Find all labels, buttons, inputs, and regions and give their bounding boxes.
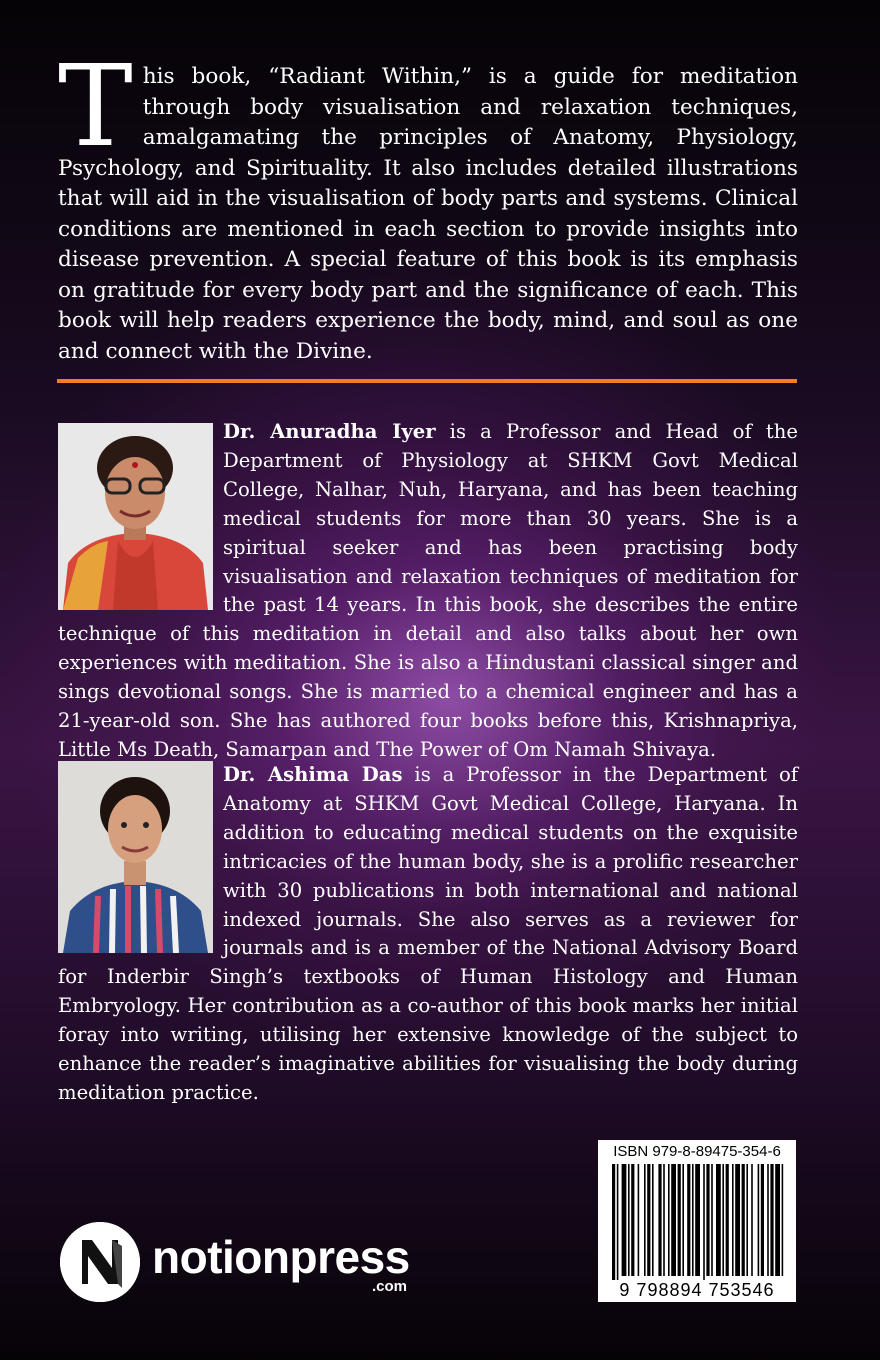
barcode-bar	[692, 1164, 694, 1276]
author-name-1: Dr. Anuradha Iyer	[223, 420, 436, 443]
barcode-bar	[612, 1164, 615, 1280]
barcode-bar	[761, 1164, 764, 1276]
publisher-name: notionpress	[152, 1231, 410, 1283]
barcode	[598, 1140, 796, 1302]
barcode-bar	[775, 1164, 780, 1276]
barcode-bar	[742, 1164, 745, 1276]
barcode-bar	[703, 1164, 705, 1280]
barcode-bar	[622, 1164, 627, 1276]
author-bio-text-1: is a Professor and Head of the Department of Physiology at SHKM Govt Medical College, Nalhar, Nuh, Haryana, and has been teaching medical students for more than 30 years. She is a spiritual seeker and has been practising body visualisation and relaxation techniques of meditation for the past 14 years. In this book, she describes the entire technique of this meditation in detail and also talks about her own experiences with meditation. She is also a Hindustani classical singer and sings devotional songs. She is married to a chemical engineer and has a 21-year-old son. She has authored four books before this, Krishnapriya, Little Ms Death, Samarpan and The Power of Om Namah Shivaya.	[58, 420, 798, 761]
drop-cap: T	[58, 42, 133, 172]
notionpress-logo-icon	[60, 1222, 140, 1302]
barcode-bar	[631, 1164, 634, 1276]
orange-divider	[57, 379, 797, 383]
barcode-bar	[716, 1164, 721, 1276]
barcode-bar	[663, 1164, 665, 1276]
portrait-illustration	[58, 761, 213, 953]
barcode-bar	[671, 1164, 676, 1276]
barcode-bar	[647, 1164, 650, 1276]
barcode-bar	[767, 1164, 769, 1276]
author-name-2: Dr. Ashima Das	[223, 763, 403, 786]
barcode-bar	[726, 1164, 729, 1276]
author-bio-1	[58, 418, 798, 765]
barcode-bar	[722, 1164, 724, 1276]
isbn-label: ISBN 979-8-89475-354-6	[613, 1143, 781, 1160]
barcode-bar	[652, 1164, 654, 1276]
barcode-bar	[711, 1164, 713, 1276]
author-photo-ashima	[58, 761, 213, 953]
barcode-bar	[644, 1164, 646, 1276]
blurb-text: his book, “Radiant Within,” is a guide for meditation through body visualisation and relaxation techniques, amalgamating the principles of Anatomy, Physiology, Psychology, and Spirituality. It also includes detailed illustrations that will aid in the visualisation of body parts and systems. Clinical conditions are mentioned in each section to provide insights into disease prevention. A special feature of this book is its emphasis on gratitude for every body part and the significance of each. This book will help readers experience the body, mind, and soul as one and connect with the Divine.	[58, 64, 798, 364]
barcode-bar	[770, 1164, 773, 1276]
book-blurb	[58, 42, 798, 367]
publisher-logo	[60, 1222, 440, 1302]
barcode-bar	[668, 1164, 670, 1276]
barcode-bar	[638, 1164, 640, 1276]
barcode-bar	[682, 1164, 684, 1276]
barcode-bar	[617, 1164, 619, 1280]
author-bio-2	[58, 761, 798, 1108]
isbn-barcode-box	[598, 1140, 796, 1302]
barcode-bar	[732, 1164, 734, 1276]
author-photo-anuradha	[58, 423, 213, 610]
author-bio-text-2: is a Professor in the Department of Anatomy at SHKM Govt Medical College, Haryana. In addition to educating medical students on the exquisite intricacies of the human body, she is a prolific researcher with 30 publications in both international and national indexed journals. She also serves as a reviewer for journals and is a member of the National Advisory Board for Inderbir Singh’s textbooks of Human Histology and Human Embryology. Her contribution as a co-author of this book marks her initial foray into writing, utilising her extensive knowledge of the subject to enhance the reader’s imaginative abilities for visualising the body during meditation practice.	[58, 763, 798, 1104]
isbn-digits: 9 798894 753546	[619, 1280, 775, 1300]
barcode-bar	[695, 1164, 700, 1276]
barcode-bar	[678, 1164, 681, 1276]
barcode-bar	[687, 1164, 690, 1276]
barcode-bar	[628, 1164, 630, 1276]
portrait-illustration	[58, 423, 213, 610]
barcode-bar	[658, 1164, 661, 1276]
barcode-bar	[758, 1164, 760, 1276]
barcode-bar	[735, 1164, 740, 1276]
barcode-bar	[751, 1164, 753, 1276]
publisher-domain: .com	[372, 1278, 408, 1295]
barcode-bar	[706, 1164, 709, 1276]
barcode-bar	[782, 1164, 784, 1276]
barcode-bar	[746, 1164, 748, 1276]
